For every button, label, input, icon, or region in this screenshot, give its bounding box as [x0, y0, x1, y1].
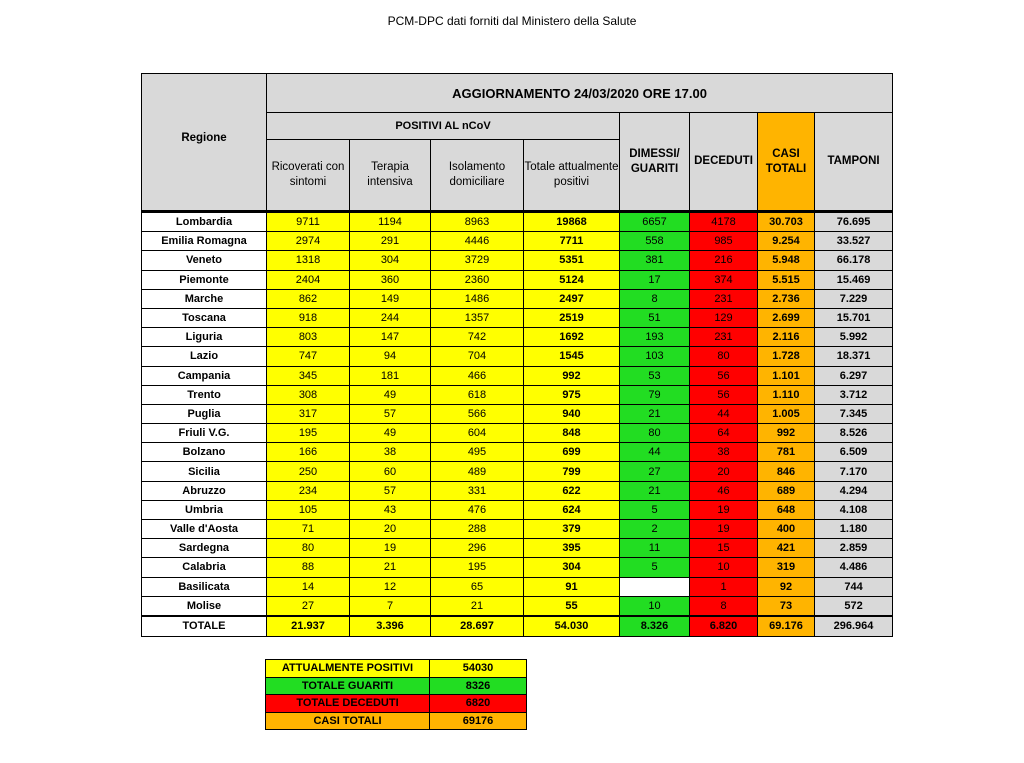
- cell-deceduti: 56: [690, 366, 758, 385]
- cell-isolamento: 1486: [431, 289, 524, 308]
- cell-casi-totali: 92: [758, 577, 815, 596]
- cell-tamponi: 572: [815, 596, 893, 616]
- cell-isolamento: 65: [431, 577, 524, 596]
- cell-deceduti: 4178: [690, 212, 758, 232]
- total-positivi: 54.030: [524, 616, 620, 637]
- table-row: [142, 577, 893, 596]
- cell-tamponi: 3.712: [815, 385, 893, 404]
- cell-deceduti: 46: [690, 481, 758, 500]
- cell-regione: Umbria: [142, 500, 267, 519]
- cell-casi-totali: 1.101: [758, 366, 815, 385]
- header-isolamento: Isolamento domiciliare: [431, 140, 524, 212]
- cell-tamponi: 15.701: [815, 308, 893, 327]
- cell-casi-totali: 5.515: [758, 270, 815, 289]
- cell-ricoverati: 27: [267, 596, 350, 616]
- cell-regione: Friuli V.G.: [142, 424, 267, 443]
- cell-isolamento: 704: [431, 347, 524, 366]
- cell-terapia: 304: [350, 251, 431, 270]
- cell-totale-positivi: 379: [524, 520, 620, 539]
- table-row: [142, 232, 893, 251]
- cell-ricoverati: 195: [267, 424, 350, 443]
- cell-regione: Calabria: [142, 558, 267, 577]
- cell-regione: Emilia Romagna: [142, 232, 267, 251]
- header-casi-totali: CASI TOTALI: [758, 113, 815, 212]
- cell-totale-positivi: 992: [524, 366, 620, 385]
- cell-totale-positivi: 2519: [524, 308, 620, 327]
- cell-dimessi: 27: [620, 462, 690, 481]
- summary-value: 6820: [430, 695, 527, 713]
- cell-tamponi: 76.695: [815, 212, 893, 232]
- cell-dimessi: 558: [620, 232, 690, 251]
- cell-isolamento: 489: [431, 462, 524, 481]
- cell-totale-positivi: 940: [524, 404, 620, 423]
- cell-ricoverati: 317: [267, 404, 350, 423]
- cell-ricoverati: 345: [267, 366, 350, 385]
- cell-isolamento: 195: [431, 558, 524, 577]
- cell-isolamento: 604: [431, 424, 524, 443]
- cell-casi-totali: 648: [758, 500, 815, 519]
- table-row: [142, 404, 893, 423]
- cell-ricoverati: 918: [267, 308, 350, 327]
- summary-label: TOTALE DECEDUTI: [266, 695, 430, 713]
- summary-label: TOTALE GUARITI: [266, 677, 430, 695]
- header-dimessi: DIMESSI/ GUARITI: [620, 113, 690, 212]
- cell-dimessi: 193: [620, 328, 690, 347]
- cell-terapia: 21: [350, 558, 431, 577]
- covid-regions-table: [141, 73, 893, 637]
- table-row: [142, 308, 893, 327]
- cell-terapia: 60: [350, 462, 431, 481]
- cell-tamponi: 2.859: [815, 539, 893, 558]
- table-row: [142, 424, 893, 443]
- total-label: TOTALE: [142, 616, 267, 637]
- cell-totale-positivi: 5124: [524, 270, 620, 289]
- table-row: [142, 270, 893, 289]
- cell-deceduti: 19: [690, 500, 758, 519]
- header-terapia: Terapia intensiva: [350, 140, 431, 212]
- cell-terapia: 57: [350, 404, 431, 423]
- cell-casi-totali: 992: [758, 424, 815, 443]
- cell-casi-totali: 1.110: [758, 385, 815, 404]
- cell-casi-totali: 2.699: [758, 308, 815, 327]
- cell-tamponi: 7.170: [815, 462, 893, 481]
- cell-tamponi: 5.992: [815, 328, 893, 347]
- total-terapia: 3.396: [350, 616, 431, 637]
- table-row: [142, 289, 893, 308]
- cell-totale-positivi: 5351: [524, 251, 620, 270]
- cell-deceduti: 374: [690, 270, 758, 289]
- cell-totale-positivi: 395: [524, 539, 620, 558]
- total-casi: 69.176: [758, 616, 815, 637]
- cell-tamponi: 66.178: [815, 251, 893, 270]
- table-row: [142, 443, 893, 462]
- cell-casi-totali: 5.948: [758, 251, 815, 270]
- cell-terapia: 291: [350, 232, 431, 251]
- cell-tamponi: 4.294: [815, 481, 893, 500]
- summary-row: [266, 712, 527, 730]
- cell-regione: Lazio: [142, 347, 267, 366]
- table-row: [142, 212, 893, 232]
- table-row: [142, 596, 893, 616]
- cell-dimessi: 53: [620, 366, 690, 385]
- cell-isolamento: 8963: [431, 212, 524, 232]
- table-row: [142, 328, 893, 347]
- table-row: [142, 251, 893, 270]
- cell-ricoverati: 166: [267, 443, 350, 462]
- summary-value: 54030: [430, 660, 527, 678]
- cell-deceduti: 10: [690, 558, 758, 577]
- cell-isolamento: 466: [431, 366, 524, 385]
- cell-deceduti: 216: [690, 251, 758, 270]
- cell-ricoverati: 9711: [267, 212, 350, 232]
- cell-ricoverati: 88: [267, 558, 350, 577]
- cell-isolamento: 566: [431, 404, 524, 423]
- table-row: [142, 385, 893, 404]
- cell-regione: Campania: [142, 366, 267, 385]
- cell-ricoverati: 105: [267, 500, 350, 519]
- cell-isolamento: 4446: [431, 232, 524, 251]
- cell-casi-totali: 73: [758, 596, 815, 616]
- cell-dimessi: 44: [620, 443, 690, 462]
- summary-row: [266, 660, 527, 678]
- summary-row: [266, 677, 527, 695]
- cell-terapia: 1194: [350, 212, 431, 232]
- cell-isolamento: 288: [431, 520, 524, 539]
- table-row: [142, 558, 893, 577]
- page-title: PCM-DPC dati forniti dal Ministero della Salute: [387, 14, 637, 28]
- cell-totale-positivi: 2497: [524, 289, 620, 308]
- cell-deceduti: 64: [690, 424, 758, 443]
- cell-regione: Bolzano: [142, 443, 267, 462]
- cell-totale-positivi: 1692: [524, 328, 620, 347]
- cell-tamponi: 4.108: [815, 500, 893, 519]
- cell-dimessi: 10: [620, 596, 690, 616]
- cell-casi-totali: 2.736: [758, 289, 815, 308]
- total-isolamento: 28.697: [431, 616, 524, 637]
- cell-terapia: 49: [350, 385, 431, 404]
- header-ricoverati: Ricoverati con sintomi: [267, 140, 350, 212]
- cell-tamponi: 15.469: [815, 270, 893, 289]
- cell-dimessi: 79: [620, 385, 690, 404]
- cell-deceduti: 129: [690, 308, 758, 327]
- summary-row: [266, 695, 527, 713]
- cell-ricoverati: 2974: [267, 232, 350, 251]
- total-dimessi: 8.326: [620, 616, 690, 637]
- cell-ricoverati: 234: [267, 481, 350, 500]
- cell-tamponi: 744: [815, 577, 893, 596]
- cell-casi-totali: 1.005: [758, 404, 815, 423]
- header-deceduti: DECEDUTI: [690, 113, 758, 212]
- summary-table: [265, 659, 527, 730]
- cell-dimessi: 51: [620, 308, 690, 327]
- summary-value: 69176: [430, 712, 527, 730]
- header-update: AGGIORNAMENTO 24/03/2020 ORE 17.00: [267, 74, 893, 113]
- cell-regione: Molise: [142, 596, 267, 616]
- cell-isolamento: 2360: [431, 270, 524, 289]
- summary-label: CASI TOTALI: [266, 712, 430, 730]
- cell-deceduti: 44: [690, 404, 758, 423]
- cell-ricoverati: 308: [267, 385, 350, 404]
- summary-label: ATTUALMENTE POSITIVI: [266, 660, 430, 678]
- cell-tamponi: 33.527: [815, 232, 893, 251]
- cell-dimessi: [620, 577, 690, 596]
- total-ricoverati: 21.937: [267, 616, 350, 637]
- cell-casi-totali: 30.703: [758, 212, 815, 232]
- cell-deceduti: 20: [690, 462, 758, 481]
- cell-terapia: 147: [350, 328, 431, 347]
- cell-ricoverati: 747: [267, 347, 350, 366]
- cell-totale-positivi: 624: [524, 500, 620, 519]
- cell-totale-positivi: 799: [524, 462, 620, 481]
- cell-casi-totali: 846: [758, 462, 815, 481]
- cell-dimessi: 5: [620, 558, 690, 577]
- cell-dimessi: 21: [620, 481, 690, 500]
- cell-ricoverati: 250: [267, 462, 350, 481]
- cell-totale-positivi: 699: [524, 443, 620, 462]
- cell-tamponi: 8.526: [815, 424, 893, 443]
- table-row: [142, 347, 893, 366]
- cell-totale-positivi: 975: [524, 385, 620, 404]
- cell-dimessi: 11: [620, 539, 690, 558]
- cell-deceduti: 1: [690, 577, 758, 596]
- cell-dimessi: 103: [620, 347, 690, 366]
- table-row: [142, 481, 893, 500]
- cell-ricoverati: 803: [267, 328, 350, 347]
- cell-dimessi: 21: [620, 404, 690, 423]
- cell-regione: Abruzzo: [142, 481, 267, 500]
- cell-tamponi: 7.229: [815, 289, 893, 308]
- cell-isolamento: 618: [431, 385, 524, 404]
- cell-ricoverati: 80: [267, 539, 350, 558]
- table-row: [142, 462, 893, 481]
- cell-casi-totali: 9.254: [758, 232, 815, 251]
- cell-tamponi: 18.371: [815, 347, 893, 366]
- cell-terapia: 20: [350, 520, 431, 539]
- summary-value: 8326: [430, 677, 527, 695]
- cell-dimessi: 5: [620, 500, 690, 519]
- cell-totale-positivi: 55: [524, 596, 620, 616]
- cell-terapia: 244: [350, 308, 431, 327]
- cell-ricoverati: 1318: [267, 251, 350, 270]
- cell-regione: Veneto: [142, 251, 267, 270]
- cell-casi-totali: 1.728: [758, 347, 815, 366]
- cell-terapia: 12: [350, 577, 431, 596]
- cell-terapia: 181: [350, 366, 431, 385]
- cell-isolamento: 331: [431, 481, 524, 500]
- cell-isolamento: 495: [431, 443, 524, 462]
- cell-tamponi: 7.345: [815, 404, 893, 423]
- cell-casi-totali: 2.116: [758, 328, 815, 347]
- cell-regione: Sicilia: [142, 462, 267, 481]
- cell-totale-positivi: 7711: [524, 232, 620, 251]
- cell-regione: Puglia: [142, 404, 267, 423]
- cell-tamponi: 6.509: [815, 443, 893, 462]
- cell-isolamento: 3729: [431, 251, 524, 270]
- cell-totale-positivi: 1545: [524, 347, 620, 366]
- cell-casi-totali: 421: [758, 539, 815, 558]
- table-row: [142, 539, 893, 558]
- total-tamponi: 296.964: [815, 616, 893, 637]
- cell-ricoverati: 2404: [267, 270, 350, 289]
- table-row: [142, 366, 893, 385]
- cell-ricoverati: 71: [267, 520, 350, 539]
- cell-tamponi: 4.486: [815, 558, 893, 577]
- cell-terapia: 38: [350, 443, 431, 462]
- cell-terapia: 149: [350, 289, 431, 308]
- cell-totale-positivi: 848: [524, 424, 620, 443]
- cell-deceduti: 38: [690, 443, 758, 462]
- cell-dimessi: 80: [620, 424, 690, 443]
- cell-regione: Marche: [142, 289, 267, 308]
- cell-casi-totali: 689: [758, 481, 815, 500]
- cell-deceduti: 80: [690, 347, 758, 366]
- cell-totale-positivi: 19868: [524, 212, 620, 232]
- cell-isolamento: 21: [431, 596, 524, 616]
- cell-terapia: 49: [350, 424, 431, 443]
- cell-terapia: 43: [350, 500, 431, 519]
- cell-regione: Piemonte: [142, 270, 267, 289]
- cell-totale-positivi: 304: [524, 558, 620, 577]
- cell-deceduti: 19: [690, 520, 758, 539]
- cell-regione: Valle d'Aosta: [142, 520, 267, 539]
- cell-isolamento: 476: [431, 500, 524, 519]
- cell-terapia: 360: [350, 270, 431, 289]
- cell-deceduti: 56: [690, 385, 758, 404]
- cell-dimessi: 2: [620, 520, 690, 539]
- header-tamponi: TAMPONI: [815, 113, 893, 212]
- cell-dimessi: 8: [620, 289, 690, 308]
- cell-dimessi: 6657: [620, 212, 690, 232]
- cell-deceduti: 231: [690, 289, 758, 308]
- cell-regione: Basilicata: [142, 577, 267, 596]
- cell-tamponi: 1.180: [815, 520, 893, 539]
- cell-deceduti: 985: [690, 232, 758, 251]
- cell-terapia: 19: [350, 539, 431, 558]
- cell-terapia: 7: [350, 596, 431, 616]
- cell-casi-totali: 781: [758, 443, 815, 462]
- table-row: [142, 520, 893, 539]
- cell-terapia: 57: [350, 481, 431, 500]
- table-row: [142, 500, 893, 519]
- cell-regione: Lombardia: [142, 212, 267, 232]
- cell-isolamento: 742: [431, 328, 524, 347]
- header-regione: Regione: [142, 74, 267, 212]
- cell-regione: Liguria: [142, 328, 267, 347]
- header-totale-positivi: Totale attualmente positivi: [524, 140, 620, 212]
- cell-regione: Toscana: [142, 308, 267, 327]
- cell-ricoverati: 862: [267, 289, 350, 308]
- cell-casi-totali: 319: [758, 558, 815, 577]
- cell-dimessi: 381: [620, 251, 690, 270]
- cell-regione: Sardegna: [142, 539, 267, 558]
- cell-regione: Trento: [142, 385, 267, 404]
- cell-casi-totali: 400: [758, 520, 815, 539]
- cell-totale-positivi: 622: [524, 481, 620, 500]
- total-row: [142, 616, 893, 637]
- total-deceduti: 6.820: [690, 616, 758, 637]
- cell-deceduti: 231: [690, 328, 758, 347]
- cell-dimessi: 17: [620, 270, 690, 289]
- cell-tamponi: 6.297: [815, 366, 893, 385]
- cell-isolamento: 296: [431, 539, 524, 558]
- cell-ricoverati: 14: [267, 577, 350, 596]
- cell-deceduti: 8: [690, 596, 758, 616]
- header-positivi-group: POSITIVI AL nCoV: [267, 113, 620, 140]
- cell-totale-positivi: 91: [524, 577, 620, 596]
- cell-deceduti: 15: [690, 539, 758, 558]
- cell-isolamento: 1357: [431, 308, 524, 327]
- cell-terapia: 94: [350, 347, 431, 366]
